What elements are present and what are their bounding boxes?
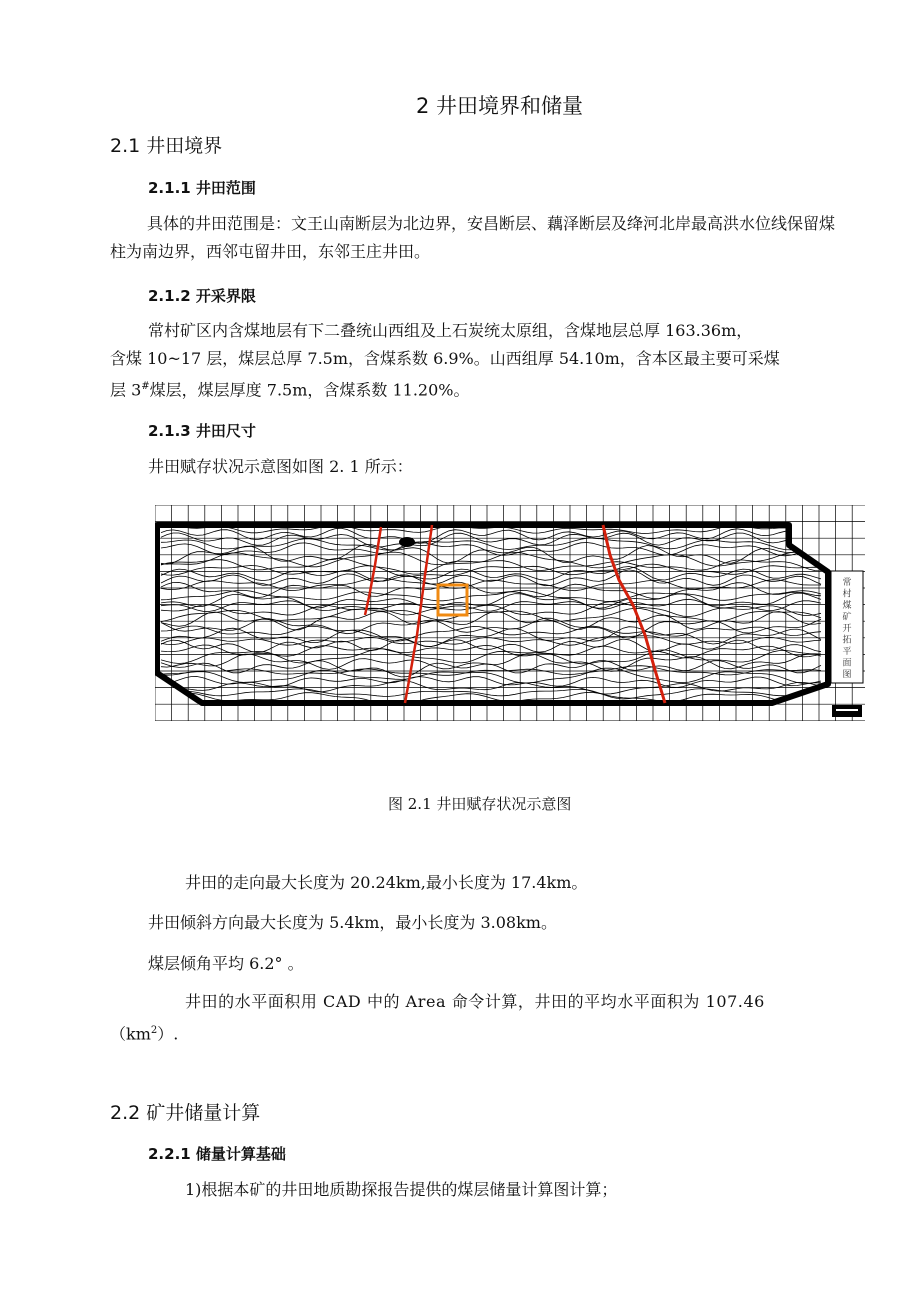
- area-line-2-end: ）.: [157, 1024, 179, 1044]
- figure-legend-text: [842, 576, 851, 680]
- figure-intro-text: 井田赋存状况示意图如图 2. 1 所示：: [148, 457, 413, 476]
- legend-char: 拓: [842, 635, 852, 646]
- area-line-1: 井田的水平面积用 CAD 中的 Area 命令计算，井田的平均水平面积为 107.46: [185, 992, 765, 1011]
- legend-char: 煤: [842, 601, 852, 611]
- area-unit-sup: 2: [150, 1025, 158, 1036]
- legend-char: 开: [842, 624, 852, 634]
- legend-char: 面: [842, 658, 852, 669]
- section-title-2-2: 2.2 矿井储量计算: [110, 1102, 261, 1124]
- legend-char: 村: [842, 589, 852, 600]
- paragraph-mining-line-3: [110, 373, 469, 404]
- area-line-2: [110, 1017, 178, 1048]
- legend-char: 平: [842, 647, 852, 657]
- paragraph-mining-line-1: 常村矿区内含煤地层有下二叠统山西组及上石炭统太原组，含煤地层总厚 163.36m，: [148, 321, 753, 340]
- mine-field-diagram: [155, 505, 865, 721]
- dimension-strike-length: 井田的走向最大长度为 20.24km,最小长度为 17.4km。: [185, 873, 588, 892]
- subsection-title-2-1-1: 2.1.1 井田范围: [148, 179, 256, 197]
- legend-char: 图: [842, 670, 852, 680]
- dimension-dip-angle: 煤层倾角平均 6.2° 。: [148, 954, 304, 973]
- mining-line-3-end: 煤层，煤层厚度 7.5m，含煤系数 11.20%。: [149, 380, 470, 400]
- area-line-2-start: （km: [110, 1024, 151, 1044]
- mining-line-3-sup: #: [141, 381, 150, 392]
- figure-title-block-line: [836, 709, 858, 711]
- mining-line-3-start: 层 3: [110, 380, 142, 400]
- paragraph-mining-line-2: 含煤 10~17 层，煤层总厚 7.5m，含煤系数 6.9%。山西组厚 54.10m，含本区最主要可采煤: [110, 349, 780, 368]
- reserve-basis-item-1: 1)根据本矿的井田地质勘探报告提供的煤层储量计算图计算；: [185, 1180, 618, 1199]
- chapter-title: 2 井田境界和储量: [416, 94, 584, 118]
- mine-field-figure: [155, 505, 865, 721]
- section-title-2-1: 2.1 井田境界: [110, 135, 223, 157]
- subsection-title-2-1-2: 2.1.2 开采界限: [148, 287, 256, 305]
- figure-caption: 图 2.1 井田赋存状况示意图: [388, 795, 572, 813]
- legend-char: 常: [842, 578, 852, 588]
- subsection-title-2-1-3: 2.1.3 井田尺寸: [148, 422, 256, 440]
- dark-spot-mark: [399, 537, 415, 547]
- paragraph-field-range: 具体的井田范围是：文王山南断层为北边界，安昌断层、藕泽断层及绛河北岸最高洪水位线保留煤柱为南边界，西邻屯留井田，东邻王庄井田。: [110, 214, 836, 261]
- dimension-dip-length: 井田倾斜方向最大长度为 5.4km，最小长度为 3.08km。: [148, 913, 557, 932]
- legend-char: 矿: [842, 612, 852, 623]
- subsection-title-2-2-1: 2.2.1 储量计算基础: [148, 1145, 286, 1163]
